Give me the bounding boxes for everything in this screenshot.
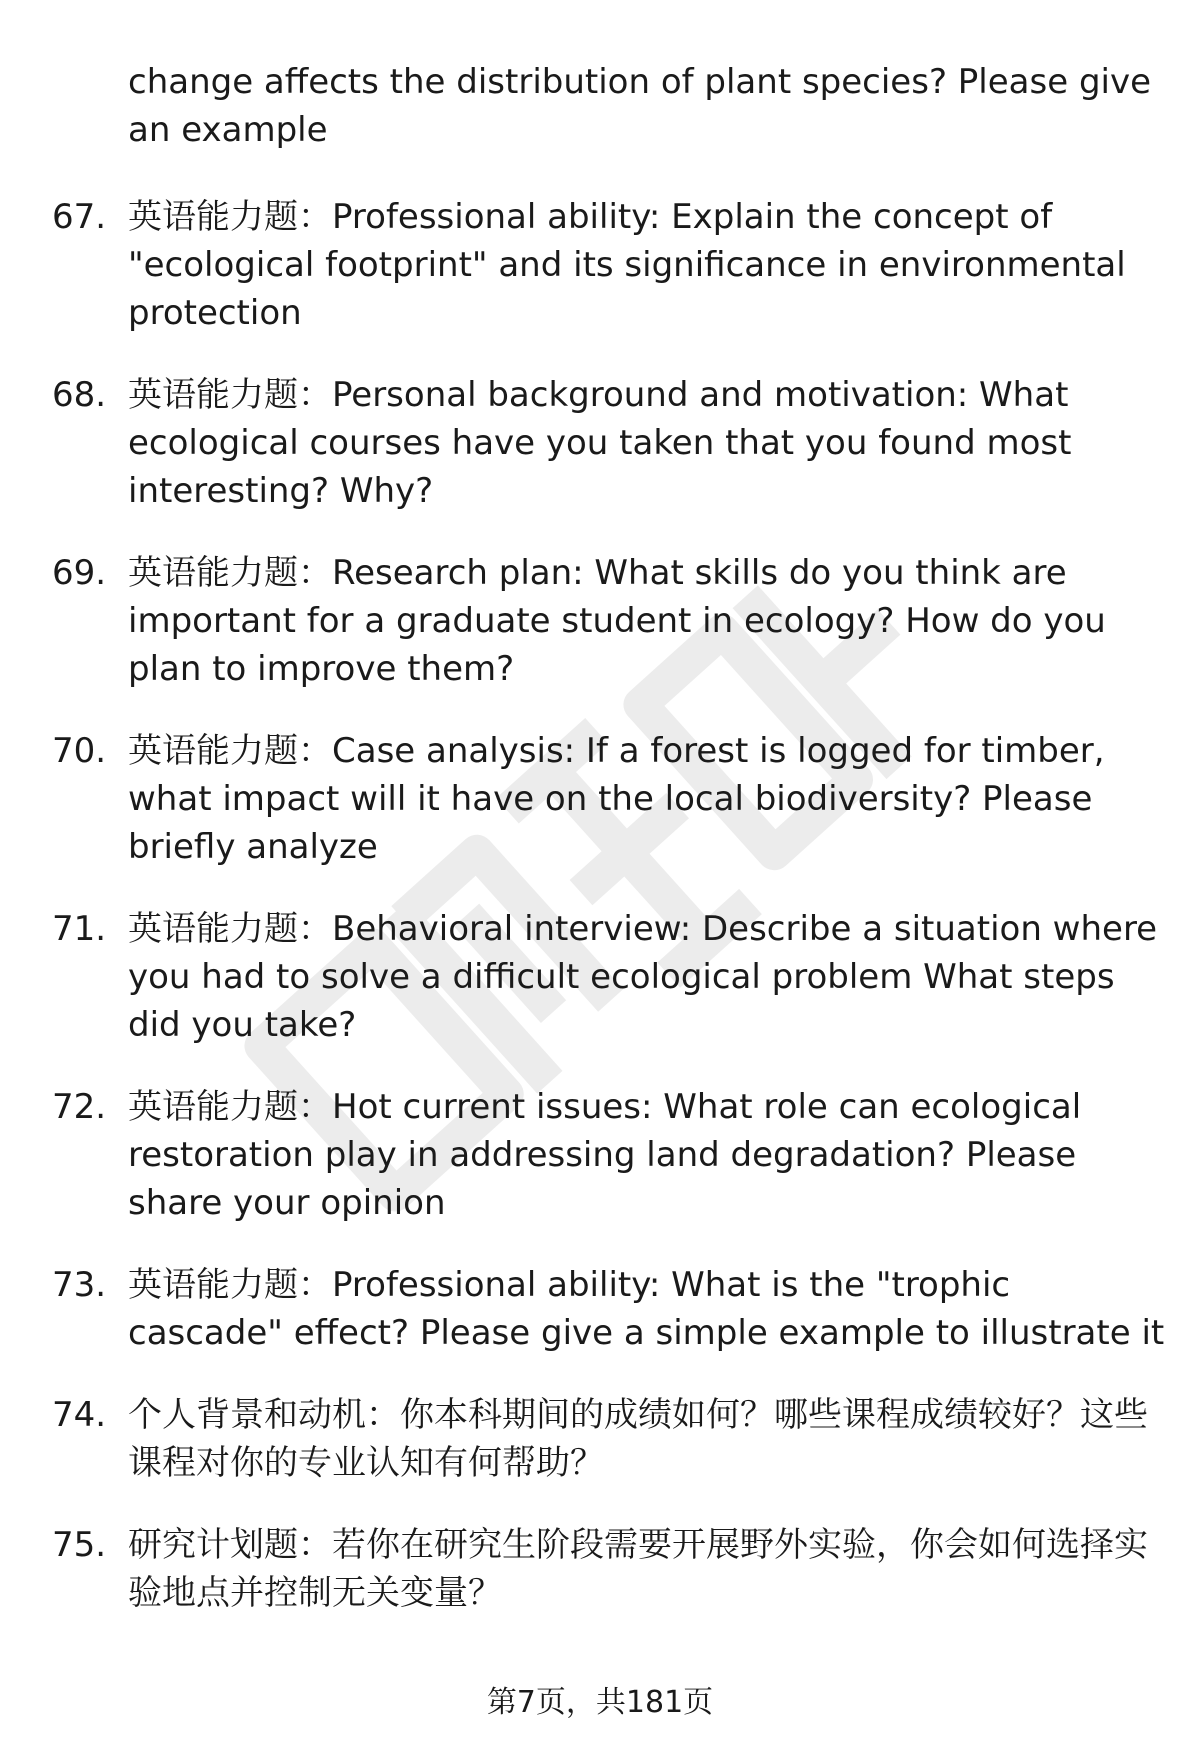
question-number: 69. [52, 553, 107, 593]
question-number: 73. [52, 1265, 107, 1305]
question-text: 英语能力题：Professional ability: What is the "trophic cascade" effect? Please give a simple example to illustrate it [128, 1265, 1165, 1353]
question-number: 75. [52, 1525, 107, 1565]
question-text: 研究计划题：若你在研究生阶段需要开展野外实验，你会如何选择实验地点并控制无关变量？ [128, 1525, 1148, 1613]
list-item [0, 905, 1168, 1049]
question-number: 72. [52, 1087, 107, 1127]
question-number: 67. [52, 197, 107, 237]
list-item [0, 1391, 1168, 1487]
question-text: 英语能力题：Research plan: What skills do you think are important for a graduate student in ecology? How do you plan to improve them? [128, 553, 1106, 689]
list-item [0, 549, 1168, 693]
question-number: 74. [52, 1395, 107, 1435]
question-number: 68. [52, 375, 107, 415]
continuation-text: change affects the distribution of plant species? Please give an example [128, 62, 1152, 150]
list-item [0, 1261, 1168, 1357]
question-number: 71. [52, 909, 107, 949]
question-number: 70. [52, 731, 107, 771]
question-text: 个人背景和动机：你本科期间的成绩如何？哪些课程成绩较好？这些课程对你的专业认知有何帮助？ [128, 1395, 1148, 1483]
list-item [0, 193, 1168, 337]
question-text: 英语能力题：Professional ability: Explain the concept of "ecological footprint" and its significance in environmental protection [128, 197, 1126, 333]
question-text: 英语能力题：Case analysis: If a forest is logged for timber, what impact will it have on the local biodiversity? Please briefly analyze [128, 731, 1105, 867]
list-item [0, 1521, 1168, 1617]
question-text: 英语能力题：Personal background and motivation: What ecological courses have you taken that you found most interesting? Why? [128, 375, 1072, 511]
question-text: 英语能力题：Hot current issues: What role can ecological restoration play in addressing land degradation? Please share your opinion [128, 1087, 1082, 1223]
list-item [0, 727, 1168, 871]
list-item [0, 371, 1168, 515]
list-item [0, 1083, 1168, 1227]
question-list [0, 193, 1200, 1651]
page-number-footer: 第7页，共181页 [486, 1685, 714, 1720]
question-text: 英语能力题：Behavioral interview: Describe a situation where you had to solve a difficult ecological problem What steps did you take? [128, 909, 1158, 1045]
